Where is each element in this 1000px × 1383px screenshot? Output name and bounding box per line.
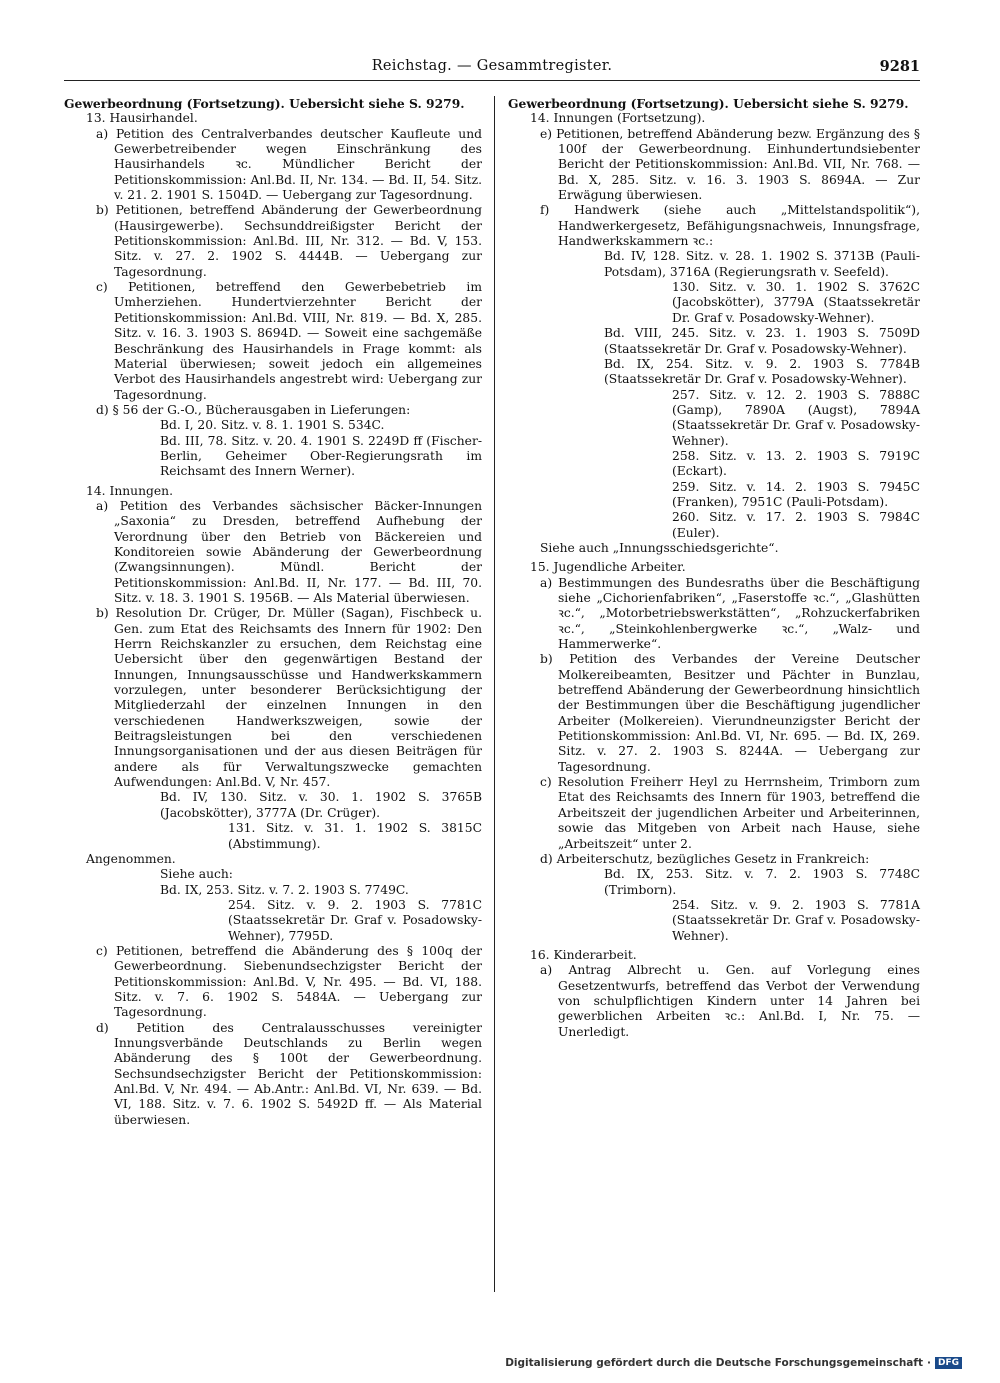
entry-paragraph: 130. Sitz. v. 30. 1. 1902 S. 3762C (Jacobskötter), 3779A (Staatssekretär Dr. Graf v. Posadowsky-Wehner). <box>672 280 920 325</box>
running-header <box>64 58 920 82</box>
footer-separator: · <box>926 1357 931 1369</box>
entry-paragraph: 258. Sitz. v. 13. 2. 1903 S. 7919C (Eckart). <box>672 448 920 479</box>
entry-paragraph: Angenommen. <box>86 851 176 866</box>
entry-paragraph: Bd. IX, 253. Sitz. v. 7. 2. 1903 S. 7748C (Trimborn). <box>604 867 920 897</box>
entry-paragraph: Bd. I, 20. Sitz. v. 8. 1. 1901 S. 534C. <box>160 418 385 433</box>
entry-paragraph: 14. Innungen (Fortsetzung). <box>530 111 706 126</box>
section-heading: Gewerbeordnung (Fortsetzung). Uebersicht siehe S. 9279. <box>64 96 465 111</box>
entry-paragraph: a) Antrag Albrecht u. Gen. auf Vorlegung eines Gesetzentwurfs, betreffend das Verbot der Verwendung von schulpflichtigen Kindern unter 14 Jahren bei gewerblichen Arbeiten ꝛc.: Anl.Bd. I, Nr. 75. — Unerledigt. <box>540 963 920 1039</box>
entry-paragraph: 15. Jugendliche Arbeiter. <box>530 560 686 575</box>
entry-paragraph: 16. Kinderarbeit. <box>530 947 637 962</box>
entry-paragraph: b) Petitionen, betreffend Abänderung der Gewerbeordnung (Hausirgewerbe). Sechsunddreißigster Bericht der Petitionskommission: Anl.Bd. III, Nr. 312. — Bd. V, 153. Sitz. v. 27. 2. 1902 S. 4444B. — Uebergang zur Tagesordnung. <box>96 203 482 279</box>
header-title: Reichstag. — Gesammtregister. <box>371 58 613 74</box>
entry-paragraph: Siehe auch „Innungsschiedsgerichte“. <box>540 540 779 555</box>
entry-paragraph: a) Bestimmungen des Bundesraths über die Beschäftigung siehe „Cichorienfabriken“, „Faserstoffe ꝛc.“, „Glashütten ꝛc.“, „Motorbetriebswerkstätten“, „Rohzuckerfabriken ꝛc.“, „Steinkohlenbergwerke ꝛc.“, „Walz- und Hammerwerke“. <box>540 575 920 652</box>
entry-paragraph: f) Handwerk (siehe auch „Mittelstandspolitik“), Handwerkergesetz, Befähigungsnachweis, Innungsfrage, Handwerkskammern ꝛc.: <box>540 203 920 249</box>
entry-paragraph: b) Resolution Dr. Crüger, Dr. Müller (Sagan), Fischbeck u. Gen. zum Etat des Reichsamts des Innern für 1902: Den Herrn Reichskanzler zu ersuchen, dem Reichstag eine Uebersicht über den gegenwärtigen Bestand der Innungen, Innungsausschüsse und Handwerkskammern vorzulegen, unter besonderer Berücksichtigung der Mitgliederzahl der einzelnen Innungen in den verschiedenen Handwerkszweigen, sowie der Beitragsleistungen bei den verschiedenen Innungsorganisationen und der aus diesen Beiträgen für andere als für Verwaltungszwecke gemachten Aufwendungen: Anl.Bd. V, Nr. 457. <box>96 606 482 790</box>
entry-paragraph: 259. Sitz. v. 14. 2. 1903 S. 7945C (Franken), 7951C (Pauli-Potsdam). <box>672 479 920 509</box>
header-rule <box>64 80 920 81</box>
entry-paragraph: 131. Sitz. v. 31. 1. 1902 S. 3815C (Abstimmung). <box>228 821 482 851</box>
entry-paragraph: c) Resolution Freiherr Heyl zu Herrnsheim, Trimborn zum Etat des Reichsamts des Innern für 1903, betreffend die Arbeitszeit der jugendlichen Arbeiter und Arbeiterinnen, sowie das Mitgeben von Arbeit nach Hause, siehe „Arbeitszeit“ unter 2. <box>540 775 920 851</box>
column-divider <box>494 96 495 1292</box>
entry-paragraph: c) Petitionen, betreffend die Abänderung des § 100q der Gewerbeordnung. Siebenundsechzigster Bericht der Petitionskommission: Anl.Bd. V, Nr. 495. — Bd. VI, 188. Sitz. v. 7. 6. 1902 S. 5484A. — Uebergang zur Tagesordnung. <box>96 943 482 1020</box>
entry-paragraph: a) Petition des Centralverbandes deutscher Kaufleute und Gewerbetreibender wegen Einschränkung des Hausirhandels ꝛc. Mündlicher Bericht der Petitionskommission: Anl.Bd. II, Nr. 134. — Bd. II, 54. Sitz. v. 21. 2. 1901 S. 1504D. — Uebergang zur Tagesordnung. <box>96 126 482 203</box>
entry-paragraph: Bd. IX, 254. Sitz. v. 9. 2. 1903 S. 7784B (Staatssekretär Dr. Graf v. Posadowsky-Wehner). <box>604 356 920 387</box>
footer-text: Digitalisierung gefördert durch die Deutsche Forschungsgemeinschaft <box>505 1357 923 1369</box>
entry-paragraph: 13. Hausirhandel. <box>86 111 198 126</box>
entry-paragraph: 254. Sitz. v. 9. 2. 1903 S. 7781A (Staatssekretär Dr. Graf v. Posadowsky-Wehner). <box>672 897 920 943</box>
right-column <box>508 96 920 1040</box>
entry-paragraph: Bd. IV, 130. Sitz. v. 30. 1. 1902 S. 3765B (Jacobskötter), 3777A (Dr. Crüger). <box>160 790 482 820</box>
entry-paragraph: d) Petition des Centralausschusses vereinigter Innungsverbände Deutschlands zu Berlin wegen Abänderung des § 100t der Gewerbeordnung. Sechsundsechzigster Bericht der Petitionskommission: Anl.Bd. V, Nr. 494. — Ab.Antr.: Anl.Bd. VI, Nr. 639. — Bd. VI, 188. Sitz. v. 7. 6. 1902 S. 5492D ff. — Als Material überwiesen. <box>96 1020 482 1127</box>
dfg-logo: DFG <box>935 1357 962 1369</box>
entry-paragraph: Bd. III, 78. Sitz. v. 20. 4. 1901 S. 2249D ff (Fischer-Berlin, Geheimer Ober-Regierungsrath im Reichsamt des Innern Werner). <box>160 433 482 479</box>
entry-paragraph: 257. Sitz. v. 12. 2. 1903 S. 7888C (Gamp), 7890A (Augst), 7894A (Staatssekretär Dr. Graf v. Posadowsky-Wehner). <box>672 387 920 448</box>
entry-paragraph: Bd. VIII, 245. Sitz. v. 23. 1. 1903 S. 7509D (Staatssekretär Dr. Graf v. Posadowsky-Wehner). <box>604 326 920 356</box>
entry-paragraph: Bd. IX, 253. Sitz. v. 7. 2. 1903 S. 7749C. <box>160 882 409 897</box>
entry-paragraph: 260. Sitz. v. 17. 2. 1903 S. 7984C (Euler). <box>672 510 920 540</box>
entry-paragraph: a) Petition des Verbandes sächsischer Bäcker-Innungen „Saxonia“ zu Dresden, betreffend Aufhebung der Verordnung über den Betrieb von Bäckereien und Konditoreien sowie Abänderung der Gewerbeordnung (Zwangsinnungen). Mündl. Bericht der Petitionskommission: Anl.Bd. II, Nr. 177. — Bd. III, 70. Sitz. v. 18. 3. 1901 S. 1956B. — Als Material überwiesen. <box>96 498 482 605</box>
entry-paragraph: Bd. IV, 128. Sitz. v. 28. 1. 1902 S. 3713B (Pauli-Potsdam), 3716A (Regierungsrath v. Seefeld). <box>604 249 920 279</box>
entry-paragraph: 254. Sitz. v. 9. 2. 1903 S. 7781C (Staatssekretär Dr. Graf v. Posadowsky-Wehner), 7795D. <box>228 897 482 943</box>
entry-paragraph: b) Petition des Verbandes der Vereine Deutscher Molkereibeamten, Besitzer und Pächter in Bunzlau, betreffend Abänderung der Gewerbeordnung hinsichtlich der Bestimmungen über die Beschäftigung jugendlicher Arbeiter (Molkereien). Vierundneunzigster Bericht der Petitionskommission: Anl.Bd. VI, Nr. 695. — Bd. IX, 269. Sitz. v. 27. 2. 1903 S. 8244A. — Uebergang zur Tagesordnung. <box>540 652 920 774</box>
entry-paragraph: Siehe auch: <box>160 867 233 882</box>
section-heading: Gewerbeordnung (Fortsetzung). Uebersicht siehe S. 9279. <box>508 96 909 111</box>
left-column <box>64 96 482 1128</box>
entry-paragraph: c) Petitionen, betreffend den Gewerbebetrieb im Umherziehen. Hundertvierzehnter Bericht der Petitionskommission: Anl.Bd. VIII, Nr. 819. — Bd. X, 285. Sitz. v. 16. 3. 1903 S. 8694D. — Soweit eine sachgemäße Beschränkung des Hausirhandels in Frage kommt: als Material überwiesen; soweit jedoch ein allgemeines Verbot des Hausirhandels angestrebt wird: Uebergang zur Tagesordnung. <box>96 280 482 402</box>
entry-paragraph: d) Arbeiterschutz, bezügliches Gesetz in Frankreich: <box>540 851 870 866</box>
entry-paragraph: d) § 56 der G.-O., Bücherausgaben in Lieferungen: <box>96 402 411 417</box>
entry-paragraph: 14. Innungen. <box>86 483 173 498</box>
page-number: 9281 <box>879 58 920 75</box>
footer-credit <box>505 1357 962 1369</box>
entry-paragraph: e) Petitionen, betreffend Abänderung bezw. Ergänzung des § 100f der Gewerbeordnung. Einhundertundsiebenter Bericht der Petitionskommission: Anl.Bd. VII, Nr. 768. — Bd. X, 285. Sitz. v. 16. 3. 1903 S. 8694A. — Zur Erwägung überwiesen. <box>540 126 920 203</box>
